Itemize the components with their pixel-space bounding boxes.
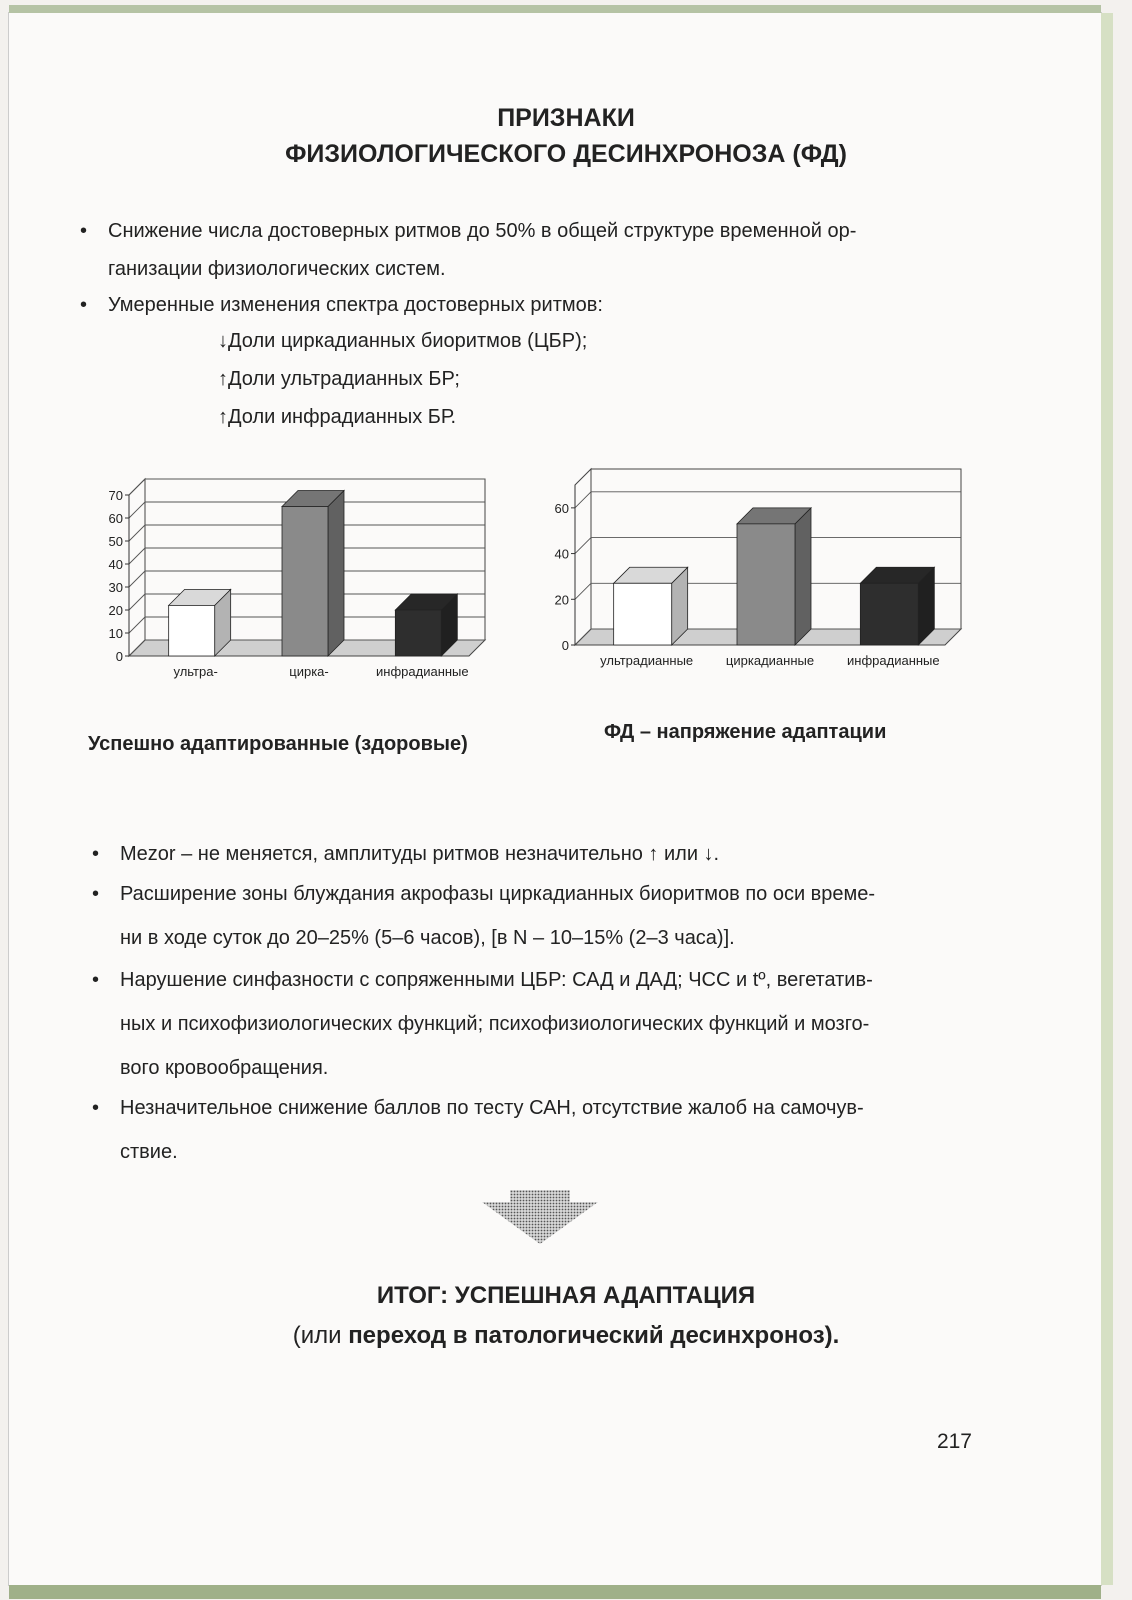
sub-item-circadian: ↓Доли циркадианных биоритмов (ЦБР);: [218, 330, 588, 352]
x-category-label: инфрадианные: [376, 664, 469, 679]
chart-side-wall: [575, 469, 591, 645]
page-title: [0, 100, 1132, 172]
bullet-item: [120, 958, 873, 1090]
bullet-line: ных и психофизиологических функций; психофизиологических функций и мозго-: [120, 1013, 870, 1035]
result-subtitle: [0, 1322, 1132, 1350]
bar: [860, 583, 918, 645]
chart-healthy-caption: Успешно адаптированные (здоровые): [88, 733, 468, 755]
y-tick-label: 0: [561, 638, 569, 653]
x-category-label: циркадианные: [725, 653, 815, 668]
bar: [282, 507, 328, 657]
y-tick-label: 60: [108, 511, 123, 526]
title-line-2: ФИЗИОЛОГИЧЕСКОГО ДЕСИНХРОНОЗА (ФД): [285, 140, 847, 168]
chart-fd-caption: ФД – напряжение адаптации: [604, 721, 887, 743]
chart-side-wall: [129, 479, 145, 656]
sub-item-ultradian: ↑Доли ультрадианных БР;: [218, 368, 460, 390]
y-tick-label: 40: [108, 557, 123, 572]
intro-bullet-1-line1: • Снижение числа достоверных ритмов до 50% в общей структуре временной ор-: [108, 220, 857, 242]
x-category-label: ультрадианные: [600, 653, 694, 668]
y-tick-label: 60: [554, 500, 569, 516]
down-arrow-icon: [480, 1190, 600, 1244]
y-tick-label: 10: [108, 626, 123, 641]
bar: [614, 583, 672, 645]
bullet-line: вого кровообращения.: [120, 1057, 329, 1079]
bullet-item: [120, 872, 875, 960]
y-tick-label: 20: [554, 592, 569, 608]
y-tick-label: 70: [108, 488, 123, 503]
result-sub-prefix: (или: [292, 1322, 349, 1349]
intro-bullet-1: [108, 212, 856, 288]
bullet-line: • Нарушение синфазности с сопряженными ЦБР: САД и ДАД; ЧСС и tº, вегетатив-: [120, 969, 873, 991]
y-tick-label: 20: [108, 603, 123, 618]
intro-bullet-2-line1: • Умеренные изменения спектра достоверных ритмов:: [108, 294, 603, 316]
y-tick-label: 30: [108, 580, 123, 595]
y-tick-label: 40: [554, 546, 569, 562]
bullet-line: ствие.: [120, 1141, 178, 1163]
bar: [169, 605, 215, 656]
bar-side: [328, 491, 344, 657]
bullet-line: • Незначительное снижение баллов по тесту САН, отсутствие жалоб на самочув-: [120, 1097, 864, 1119]
x-category-label: инфрадианные: [847, 653, 940, 668]
bar: [737, 524, 795, 645]
title-line-1: ПРИЗНАКИ: [497, 104, 635, 132]
sub-item-infradian: ↑Доли инфрадианных БР.: [218, 406, 456, 428]
intro-bullet-1-line2: ганизации физиологических систем.: [108, 258, 446, 280]
result-title: ИТОГ: УСПЕШНАЯ АДАПТАЦИЯ: [376, 1282, 756, 1309]
result-sub-bold: переход в патологический десинхроноз).: [348, 1322, 840, 1349]
intro-bullet-2: [108, 286, 603, 324]
x-category-label: ультра-: [173, 664, 218, 679]
chart-fd: [535, 455, 965, 685]
gridline: [575, 492, 961, 508]
bullet-line: ни в ходе суток до 20–25% (5–6 часов), [в N – 10–15% (2–3 часа)].: [120, 927, 735, 949]
x-category-label: цирка-: [289, 664, 329, 679]
page-number: 217: [936, 1430, 972, 1453]
y-tick-label: 0: [115, 649, 123, 664]
y-tick-label: 50: [108, 534, 123, 549]
bar-side: [795, 508, 811, 645]
bullet-line: • Mezor – не меняется, амплитуды ритмов незначительно ↑ или ↓.: [120, 843, 720, 865]
bullet-item: [120, 1086, 864, 1174]
bar: [395, 610, 441, 656]
bullet-item: [120, 832, 719, 876]
bullet-line: • Расширение зоны блуждания акрофазы циркадианных биоритмов по оси време-: [120, 883, 876, 905]
chart-healthy: [95, 470, 495, 690]
